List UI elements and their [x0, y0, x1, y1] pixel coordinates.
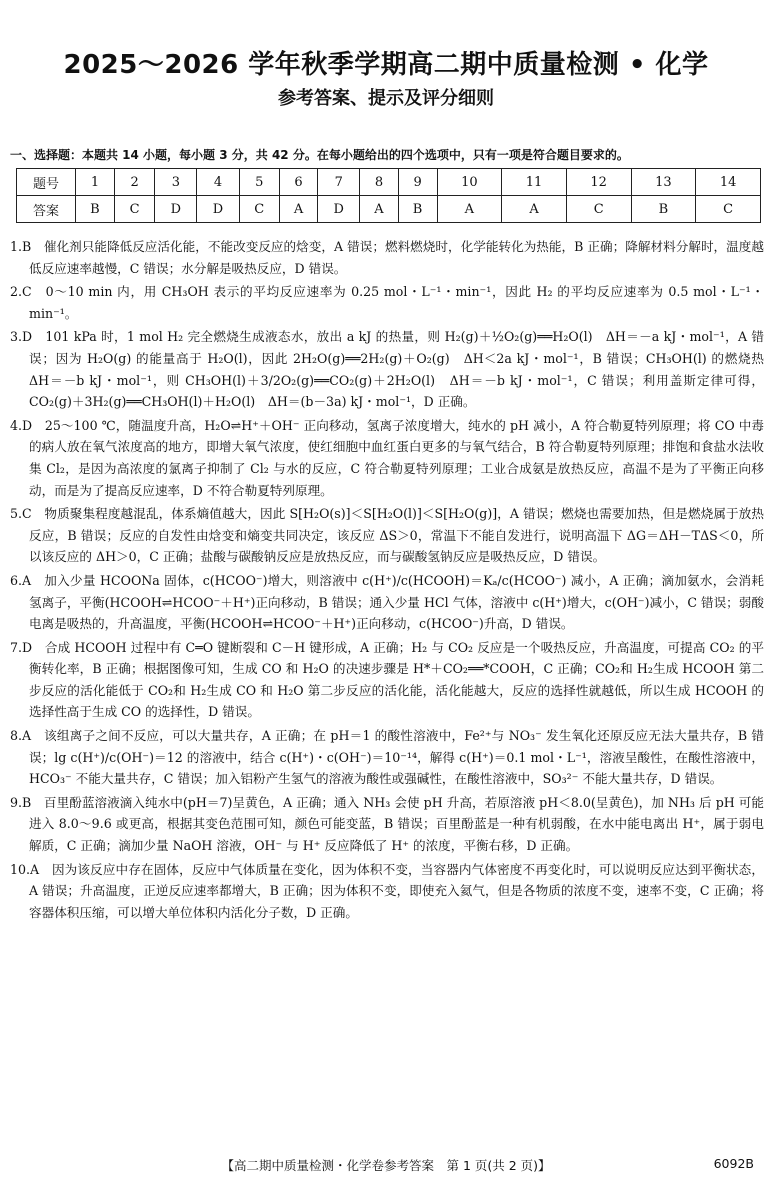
number-cell: 11	[502, 169, 567, 196]
answer-table	[16, 168, 761, 223]
answer-cell: A	[437, 196, 502, 223]
explanation-item: 6.A 加入少量 HCOONa 固体，c(HCOO⁻)增大，则溶液中 c(H⁺)/c(HCOOH)＝Kₐ/c(HCOO⁻) 减小，A 正确；滴加氨水，会消耗氢离子，平衡(HCOOH⇌HCOO⁻＋H⁺)正向移动，B 错误；通入少量 HCl 气体，溶液中 c(H⁺)增大，c(OH⁻)减小，C 错误；弱酸电离是吸热的，升高温度，平衡(HCOOH⇌HCOO⁻＋H⁺)正向移动，c(HCOO⁻)升高，D 错误。	[10, 572, 764, 632]
explanation-item: 5.C 物质聚集程度越混乱，体系熵值越大，因此 S[H₂O(s)]＜S[H₂O(l)]＜S[H₂O(g)]，A 错误；燃烧也需要加热，但是燃烧属于放热反应，B 错误；反应的自发性由焓变和熵变共同决定，该反应 ΔS＞0，常温下不能自发进行，说明高温下 ΔG＝ΔH－TΔS＜0，所以该反应的 ΔH＞0，C 正确；盐酸与碳酸钠反应是放热反应，而与碳酸氢钠反应是吸热反应，D 错误。	[10, 506, 764, 565]
page-subtitle: 参考答案、提示及评分细则	[278, 88, 494, 109]
explanation-item: 3.D 101 kPa 时，1 mol H₂ 完全燃烧生成液态水，放出 a kJ 的热量，则 H₂(g)＋½O₂(g)══H₂O(l) ΔH＝－a kJ・mol⁻¹，A 错误；因为 H₂O(g) 的能量高于 H₂O(l)，因此 2H₂O(g)══2H₂(g)＋O₂(g) ΔH＜2a kJ・mol⁻¹，B 错误；CH₃OH(l) 的燃烧热 ΔH＝－b kJ・mol⁻¹，则 CH₃OH(l)＋3/2O₂(g)══CO₂(g)＋2H₂O(l) ΔH＝－b kJ・mol⁻¹，C 错误；利用盖斯定律可得，CO₂(g)＋3H₂(g)══CH₃OH(l)＋H₂O(l) ΔH＝(b－3a) kJ・mol⁻¹，D 正确。	[10, 329, 764, 410]
page-title: 2025～2026 学年秋季学期高二期中质量检测 • 化学	[63, 50, 709, 80]
footer-code: 6092B	[713, 1156, 754, 1171]
answer-cell: C	[696, 196, 761, 223]
explanation-list	[10, 236, 764, 925]
answer-cell: C	[566, 196, 631, 223]
answer-cell: A	[360, 196, 398, 223]
row-label-number: 题号	[17, 169, 76, 196]
explanation-item: 4.D 25～100 ℃，随温度升高，H₂O⇌H⁺＋OH⁻ 正向移动，氢离子浓度增大，纯水的 pH 减小，A 符合勒夏特列原理；将 CO 中毒的病人放在氧气浓度高的地方，即增大氧气浓度，使红细胞中血红蛋白更多的与氧气结合，B 符合勒夏特列原理；排饱和食盐水法收集 Cl₂，是因为高浓度的氯离子抑制了 Cl₂ 与水的反应，C 符合勒夏特列原理；工业合成氨是放热反应，高温不是为了平衡正向移动，而是为了提高反应速率，D 不符合勒夏特列原理。	[10, 417, 764, 498]
explanation-item: 2.C 0～10 min 内，用 CH₃OH 表示的平均反应速率为 0.25 mol・L⁻¹・min⁻¹，因此 H₂ 的平均反应速率为 0.5 mol・L⁻¹・min⁻¹。	[10, 284, 764, 321]
number-cell: 10	[437, 169, 502, 196]
question-number-row	[17, 169, 761, 196]
explanation-item: 10.A 因为该反应中存在固体，反应中气体质量在变化，因为体积不变，当容器内气体密度不再变化时，可以说明反应达到平衡状态，A 错误；升高温度，正逆反应速率都增大，B 正确；因为体积不变，即使充入氦气，但是各物质的浓度不变，速率不变，C 正确；将容器体积压缩，可以增大单位体积内活化分子数，D 正确。	[10, 861, 764, 920]
number-cell: 5	[239, 169, 279, 196]
number-cell: 4	[197, 169, 239, 196]
answer-cell: D	[155, 196, 197, 223]
number-cell: 8	[360, 169, 398, 196]
explanation-item: 7.D 合成 HCOOH 过程中有 C═O 键断裂和 C－H 键形成，A 正确；H₂ 与 CO₂ 反应是一个吸热反应，升高温度，可提高 CO₂ 的平衡转化率，B 正确；根据图像可知，生成 CO 和 H₂O 的决速步骤是 H*＋CO₂══*COOH，C 正确；CO₂和 H₂生成 HCOOH 第二步反应的活化能低于 CO₂和 H₂生成 CO 和 H₂O 第二步反应的活化能，活化能越大，反应的选择性就越低，所以生成 HCOOH 的选择性高于生成 CO 的选择性，D 错误。	[10, 639, 764, 720]
number-cell: 14	[696, 169, 761, 196]
answer-row	[17, 196, 761, 223]
explanation-item: 1.B 催化剂只能降低反应活化能，不能改变反应的焓变，A 错误；燃料燃烧时，化学能转化为热能，B 正确；降解材料分解时，温度越低反应速率越慢，C 错误；水分解是吸热反应，D 错误。	[10, 239, 764, 276]
answer-cell: A	[279, 196, 317, 223]
number-cell: 6	[279, 169, 317, 196]
answer-cell: C	[239, 196, 279, 223]
section-heading: 一、选择题：本题共 14 小题，每小题 3 分，共 42 分。在每小题给出的四个选项中，只有一项是符合题目要求的。	[10, 148, 629, 162]
answer-cell: A	[502, 196, 567, 223]
footer-page-info: 【高二期中质量检测・化学卷参考答案 第 1 页(共 2 页)】	[221, 1158, 551, 1173]
answer-cell: D	[318, 196, 360, 223]
number-cell: 1	[76, 169, 115, 196]
number-cell: 3	[155, 169, 197, 196]
row-label-answer: 答案	[17, 196, 76, 223]
answer-cell: B	[398, 196, 437, 223]
number-cell: 9	[398, 169, 437, 196]
number-cell: 13	[631, 169, 696, 196]
explanation-item: 9.B 百里酚蓝溶液滴入纯水中(pH＝7)呈黄色，A 正确；通入 NH₃ 会使 pH 升高，若原溶液 pH＜8.0(呈黄色)，加 NH₃ 后 pH 可能进入 8.0～9.6 或更高，根据其变色范围可知，颜色可能变蓝，B 错误；百里酚蓝是一种有机弱酸，在水中能电离出 H⁺，属于弱电解质，C 正确；滴加少量 NaOH 溶液，OH⁻ 与 H⁺ 反应降低了 H⁺ 的浓度，平衡右移，D 正确。	[10, 794, 764, 854]
answer-cell: B	[631, 196, 696, 223]
answer-cell: C	[114, 196, 154, 223]
explanation-item: 8.A 该组离子之间不反应，可以大量共存，A 正确；在 pH＝1 的酸性溶液中，Fe²⁺与 NO₃⁻ 发生氧化还原反应无法大量共存，B 错误；lg c(H⁺)/c(OH⁻)＝12 的溶液中，结合 c(H⁺)・c(OH⁻)＝10⁻¹⁴，解得 c(H⁺)＝0.1 mol・L⁻¹，溶液呈酸性，在酸性溶液中，HCO₃⁻ 不能大量共存，C 错误；加入铝粉产生氢气的溶液为酸性或强碱性，在酸性溶液中，SO₃²⁻ 不能大量共存，D 错误。	[10, 728, 764, 787]
number-cell: 2	[114, 169, 154, 196]
answer-cell: D	[197, 196, 239, 223]
answer-cell: B	[76, 196, 115, 223]
number-cell: 7	[318, 169, 360, 196]
number-cell: 12	[566, 169, 631, 196]
